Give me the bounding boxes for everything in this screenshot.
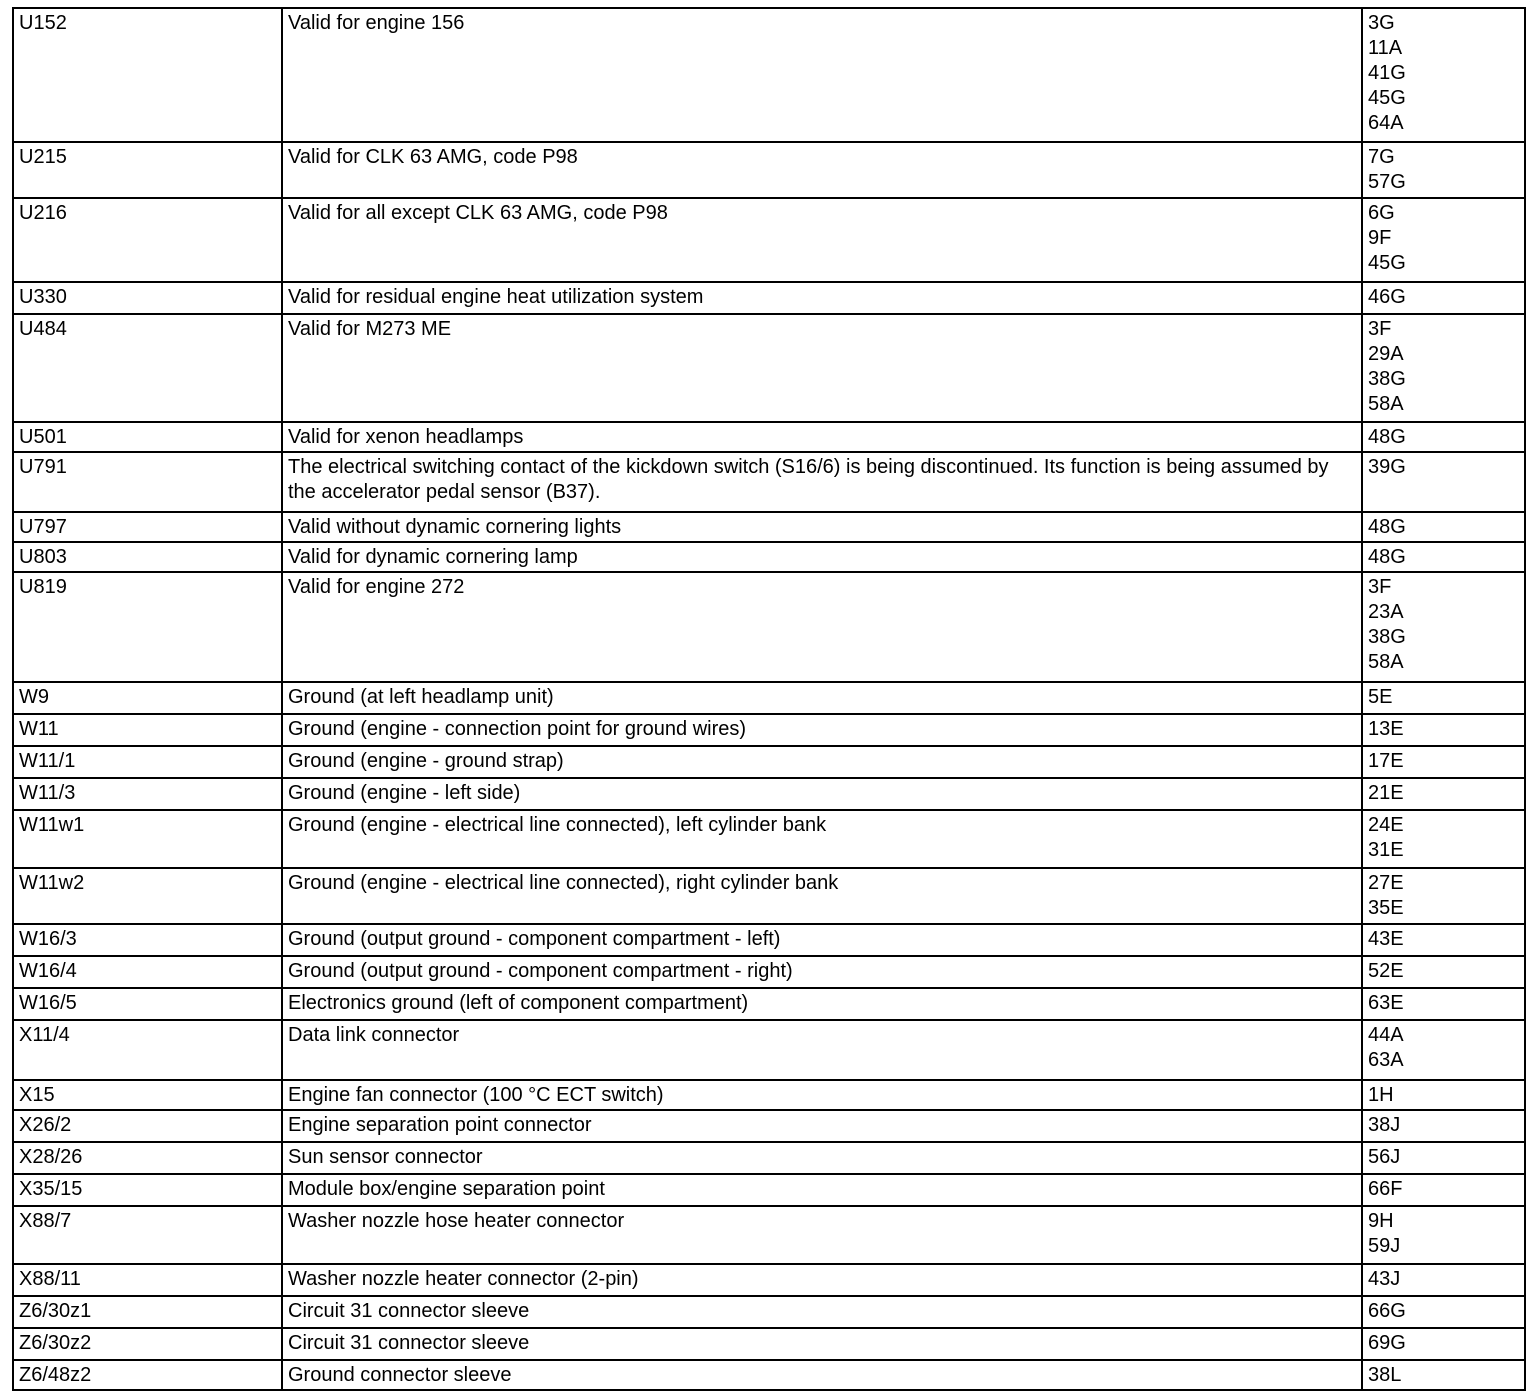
component-code-cell: U216 — [13, 198, 282, 282]
grid-location-cell — [1362, 682, 1525, 714]
grid-location-cell — [1362, 542, 1525, 572]
grid-location-cell — [1362, 1296, 1525, 1328]
grid-location: 64A — [1368, 112, 1404, 134]
grid-location-cell — [1362, 746, 1525, 778]
grid-location: 24E — [1368, 814, 1404, 836]
component-code-cell: Z6/48z2 — [13, 1360, 282, 1390]
grid-location-cell — [1362, 956, 1525, 988]
component-description-cell: Ground (at left headlamp unit) — [282, 682, 1362, 714]
component-description-cell: Valid for engine 272 — [282, 572, 1362, 682]
component-description-cell: Valid without dynamic cornering lights — [282, 512, 1362, 542]
component-code-cell: X26/2 — [13, 1110, 282, 1142]
component-description-cell: Circuit 31 connector sleeve — [282, 1296, 1362, 1328]
grid-location-cell — [1362, 924, 1525, 956]
component-code-cell: U152 — [13, 8, 282, 142]
table-row — [13, 956, 1525, 988]
grid-location: 57G — [1368, 171, 1406, 193]
component-description-cell: Ground (engine - left side) — [282, 778, 1362, 810]
grid-location: 56J — [1368, 1146, 1401, 1168]
table-row — [13, 1110, 1525, 1142]
grid-location: 46G — [1368, 286, 1406, 308]
component-description-cell: Ground (output ground - component compartment - right) — [282, 956, 1362, 988]
table-row — [13, 572, 1525, 682]
component-description-cell: Valid for engine 156 — [282, 8, 1362, 142]
component-code-cell: W11w1 — [13, 810, 282, 868]
grid-location-cell — [1362, 1206, 1525, 1264]
grid-location: 39G — [1368, 456, 1406, 478]
component-code-cell: X15 — [13, 1080, 282, 1110]
grid-location-cell — [1362, 1020, 1525, 1080]
table-row — [13, 1020, 1525, 1080]
component-description-cell: Ground (engine - ground strap) — [282, 746, 1362, 778]
table-row — [13, 988, 1525, 1020]
table-row — [13, 778, 1525, 810]
component-code-cell: W11/3 — [13, 778, 282, 810]
grid-location: 38G — [1368, 368, 1406, 390]
grid-location: 45G — [1368, 87, 1406, 109]
grid-location: 3F — [1368, 318, 1392, 340]
grid-location: 58A — [1368, 393, 1404, 415]
table-row — [13, 8, 1525, 142]
component-code-cell: W11/1 — [13, 746, 282, 778]
grid-location: 29A — [1368, 343, 1404, 365]
grid-location: 45G — [1368, 252, 1406, 274]
component-legend-table — [12, 7, 1526, 1391]
component-code-cell: X11/4 — [13, 1020, 282, 1080]
table-row — [13, 1264, 1525, 1296]
table-row — [13, 714, 1525, 746]
grid-location: 59J — [1368, 1235, 1401, 1257]
table-row — [13, 198, 1525, 282]
table-row — [13, 542, 1525, 572]
grid-location-cell — [1362, 1080, 1525, 1110]
table-row — [13, 1142, 1525, 1174]
grid-location: 44A — [1368, 1024, 1404, 1046]
component-code-cell: X35/15 — [13, 1174, 282, 1206]
grid-location: 5E — [1368, 686, 1393, 708]
component-description-cell: Valid for residual engine heat utilization system — [282, 282, 1362, 314]
component-description-cell: Module box/engine separation point — [282, 1174, 1362, 1206]
grid-location: 31E — [1368, 839, 1404, 861]
grid-location: 63A — [1368, 1049, 1404, 1071]
table-row — [13, 924, 1525, 956]
grid-location: 9F — [1368, 227, 1392, 249]
component-code-cell: Z6/30z1 — [13, 1296, 282, 1328]
component-description-cell: Ground (engine - electrical line connected), right cylinder bank — [282, 868, 1362, 924]
component-description-cell: Circuit 31 connector sleeve — [282, 1328, 1362, 1360]
grid-location-cell — [1362, 282, 1525, 314]
table-row — [13, 810, 1525, 868]
grid-location: 7G — [1368, 146, 1395, 168]
table-row — [13, 1296, 1525, 1328]
grid-location: 35E — [1368, 897, 1404, 919]
table-row — [13, 1206, 1525, 1264]
component-code-cell: U797 — [13, 512, 282, 542]
component-code-cell: U803 — [13, 542, 282, 572]
legend-table-body — [13, 8, 1525, 1390]
component-description-cell: Valid for all except CLK 63 AMG, code P98 — [282, 198, 1362, 282]
grid-location-cell — [1362, 512, 1525, 542]
grid-location-cell — [1362, 452, 1525, 512]
table-row — [13, 314, 1525, 422]
grid-location-cell — [1362, 1360, 1525, 1390]
grid-location-cell — [1362, 422, 1525, 452]
component-description-cell: Washer nozzle hose heater connector — [282, 1206, 1362, 1264]
grid-location-cell — [1362, 1110, 1525, 1142]
table-row — [13, 452, 1525, 512]
grid-location-cell — [1362, 778, 1525, 810]
component-code-cell: U819 — [13, 572, 282, 682]
grid-location: 52E — [1368, 960, 1404, 982]
grid-location: 27E — [1368, 872, 1404, 894]
grid-location-cell — [1362, 868, 1525, 924]
table-row — [13, 512, 1525, 542]
grid-location-cell — [1362, 142, 1525, 198]
grid-location-cell — [1362, 714, 1525, 746]
component-code-cell: W16/3 — [13, 924, 282, 956]
component-description-cell: Washer nozzle heater connector (2-pin) — [282, 1264, 1362, 1296]
grid-location: 41G — [1368, 62, 1406, 84]
grid-location: 58A — [1368, 651, 1404, 673]
grid-location: 17E — [1368, 750, 1404, 772]
component-code-cell: U330 — [13, 282, 282, 314]
component-code-cell: U484 — [13, 314, 282, 422]
component-code-cell: U501 — [13, 422, 282, 452]
grid-location-cell — [1362, 1174, 1525, 1206]
component-code-cell: Z6/30z2 — [13, 1328, 282, 1360]
table-row — [13, 1080, 1525, 1110]
grid-location: 63E — [1368, 992, 1404, 1014]
table-row — [13, 682, 1525, 714]
grid-location: 48G — [1368, 426, 1406, 448]
grid-location-cell — [1362, 314, 1525, 422]
grid-location: 6G — [1368, 202, 1395, 224]
grid-location: 3G — [1368, 12, 1395, 34]
table-row — [13, 1328, 1525, 1360]
component-description-cell: Engine fan connector (100 °C ECT switch) — [282, 1080, 1362, 1110]
component-description-cell: Engine separation point connector — [282, 1110, 1362, 1142]
grid-location-cell — [1362, 572, 1525, 682]
component-description-cell: Ground (output ground - component compartment - left) — [282, 924, 1362, 956]
component-code-cell: U791 — [13, 452, 282, 512]
table-row — [13, 282, 1525, 314]
component-code-cell: X88/11 — [13, 1264, 282, 1296]
table-row — [13, 1174, 1525, 1206]
component-description-cell: Ground (engine - connection point for ground wires) — [282, 714, 1362, 746]
grid-location: 11A — [1368, 37, 1403, 59]
grid-location-cell — [1362, 1264, 1525, 1296]
table-row — [13, 142, 1525, 198]
table-row — [13, 1360, 1525, 1390]
grid-location: 1H — [1368, 1084, 1394, 1106]
component-description-cell: Data link connector — [282, 1020, 1362, 1080]
component-code-cell: X28/26 — [13, 1142, 282, 1174]
grid-location: 38J — [1368, 1114, 1401, 1136]
grid-location: 38G — [1368, 626, 1406, 648]
component-code-cell: W11w2 — [13, 868, 282, 924]
grid-location: 43E — [1368, 928, 1404, 950]
grid-location-cell — [1362, 810, 1525, 868]
grid-location: 66F — [1368, 1178, 1403, 1200]
grid-location-cell — [1362, 198, 1525, 282]
grid-location: 13E — [1368, 718, 1404, 740]
grid-location: 48G — [1368, 516, 1406, 538]
component-description-cell: Valid for CLK 63 AMG, code P98 — [282, 142, 1362, 198]
grid-location: 3F — [1368, 576, 1392, 598]
grid-location: 23A — [1368, 601, 1404, 623]
component-code-cell: W16/4 — [13, 956, 282, 988]
table-row — [13, 868, 1525, 924]
component-description-cell: The electrical switching contact of the kickdown switch (S16/6) is being discontinued. Its function is being assumed by the accelerator pedal sensor (B37). — [282, 452, 1362, 512]
grid-location: 21E — [1368, 782, 1404, 804]
component-description-cell: Valid for xenon headlamps — [282, 422, 1362, 452]
component-description-cell: Ground connector sleeve — [282, 1360, 1362, 1390]
grid-location: 38L — [1368, 1364, 1402, 1386]
grid-location-cell — [1362, 1328, 1525, 1360]
component-code-cell: W11 — [13, 714, 282, 746]
component-description-cell: Valid for M273 ME — [282, 314, 1362, 422]
grid-location-cell — [1362, 1142, 1525, 1174]
component-description-cell: Electronics ground (left of component compartment) — [282, 988, 1362, 1020]
grid-location-cell — [1362, 988, 1525, 1020]
grid-location: 43J — [1368, 1268, 1401, 1290]
component-description-cell: Valid for dynamic cornering lamp — [282, 542, 1362, 572]
component-description-cell: Sun sensor connector — [282, 1142, 1362, 1174]
grid-location: 69G — [1368, 1332, 1406, 1354]
grid-location: 66G — [1368, 1300, 1406, 1322]
table-row — [13, 422, 1525, 452]
grid-location: 48G — [1368, 546, 1406, 568]
grid-location-cell — [1362, 8, 1525, 142]
component-code-cell: W16/5 — [13, 988, 282, 1020]
component-code-cell: W9 — [13, 682, 282, 714]
grid-location: 9H — [1368, 1210, 1394, 1232]
component-code-cell: X88/7 — [13, 1206, 282, 1264]
component-description-cell: Ground (engine - electrical line connected), left cylinder bank — [282, 810, 1362, 868]
table-row — [13, 746, 1525, 778]
component-code-cell: U215 — [13, 142, 282, 198]
